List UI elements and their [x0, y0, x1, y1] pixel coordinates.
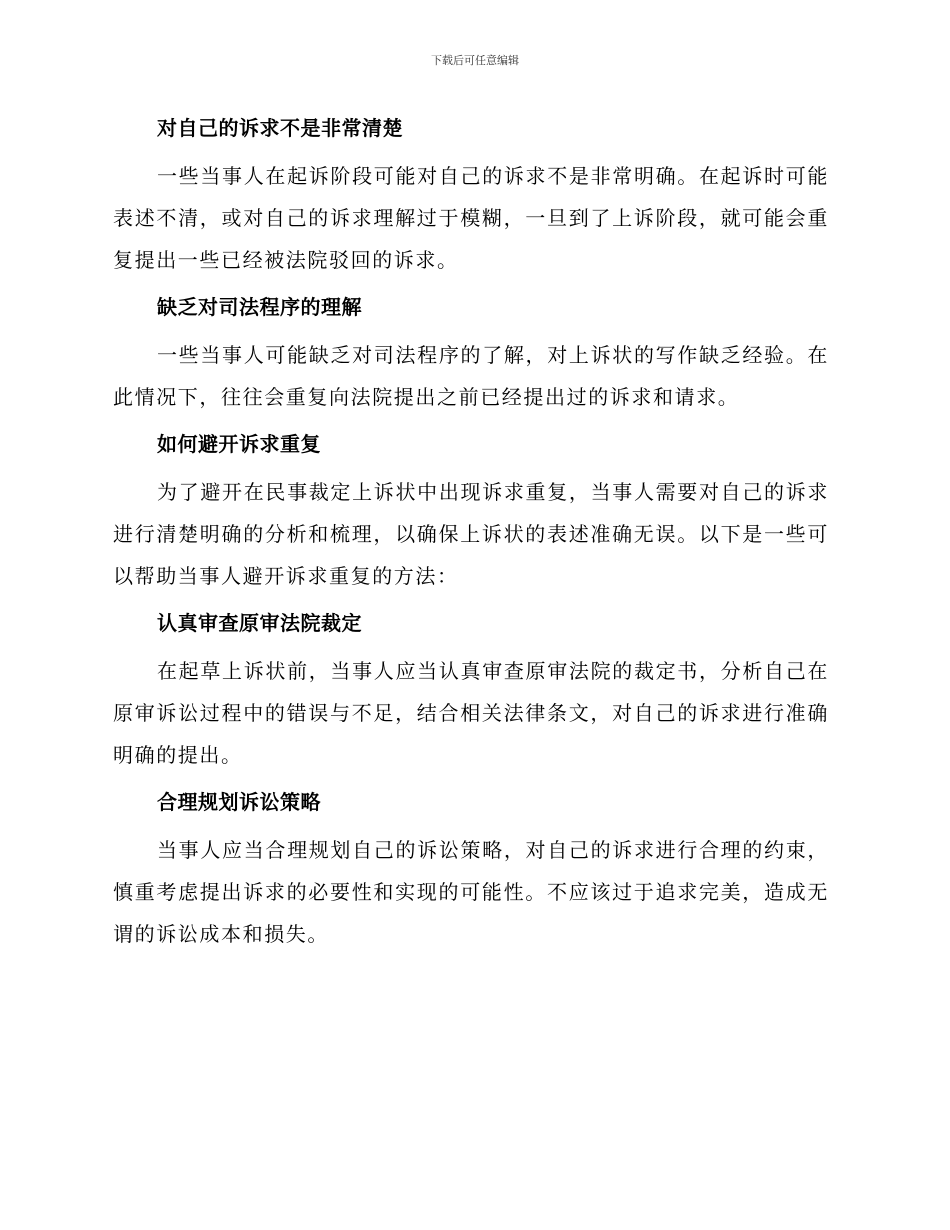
section-title: 认真审查原审法院裁定 [157, 611, 362, 635]
section-title: 如何避开诉求重复 [157, 432, 321, 456]
page-header: 下载后可任意编辑 [431, 54, 519, 67]
section-paragraph: 为了避开在民事裁定上诉状中出现诉求重复，当事人需要对自己的诉求进行清楚明确的分析和梳理，以确保上诉状的表述准确无误。以下是一些可以帮助当事人避开诉求重复的方法： [113, 480, 829, 588]
document-body [113, 108, 829, 961]
section-title: 缺乏对司法程序的理解 [157, 295, 362, 319]
section-paragraph: 在起草上诉状前，当事人应当认真审查原审法院的裁定书，分析自己在原审诉讼过程中的错误与不足，结合相关法律条文，对自己的诉求进行准确明确的提出。 [113, 659, 829, 767]
section-avoid-repetition [113, 424, 829, 597]
section-paragraph: 当事人应当合理规划自己的诉讼策略，对自己的诉求进行合理的约束，慎重考虑提出诉求的必要性和实现的可能性。不应该过于追求完美，造成无谓的诉讼成本和损失。 [113, 838, 829, 946]
section-review-ruling [113, 603, 829, 776]
section-litigation-strategy [113, 782, 829, 955]
section-title: 合理规划诉讼策略 [157, 790, 321, 814]
section-lack-of-understanding [113, 287, 829, 418]
section-paragraph: 一些当事人在起诉阶段可能对自己的诉求不是非常明确。在起诉时可能表述不清，或对自己的诉求理解过于模糊，一旦到了上诉阶段，就可能会重复提出一些已经被法院驳回的诉求。 [113, 164, 829, 272]
section-unclear-claims [113, 108, 829, 281]
section-paragraph: 一些当事人可能缺乏对司法程序的了解，对上诉状的写作缺乏经验。在此情况下，往往会重复向法院提出之前已经提出过的诉求和请求。 [113, 343, 829, 409]
section-title: 对自己的诉求不是非常清楚 [157, 116, 403, 140]
